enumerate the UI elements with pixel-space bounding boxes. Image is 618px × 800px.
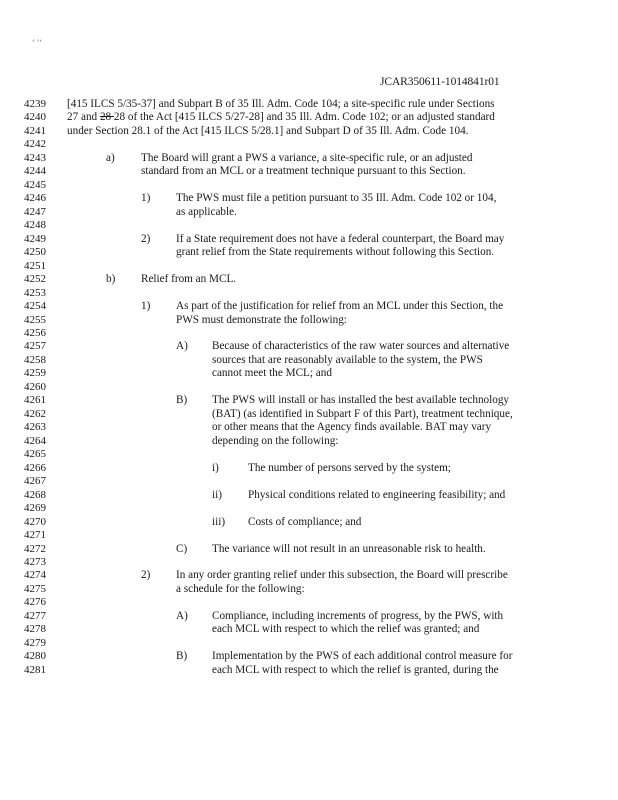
item-label: 2) <box>141 232 151 245</box>
text-line <box>0 381 618 394</box>
line-text: grant relief from the State requirements without following this Section. <box>176 246 495 259</box>
line-number: 4244 <box>24 165 46 178</box>
text-line <box>0 650 618 663</box>
line-number: 4275 <box>24 582 46 595</box>
text-line <box>0 502 618 515</box>
line-number: 4267 <box>24 475 46 488</box>
line-text: In any order granting relief under this subsection, the Board will prescribe <box>176 569 508 582</box>
line-text: or other means that the Agency finds available. BAT may vary <box>212 421 492 434</box>
text-line <box>0 394 618 407</box>
line-number: 4245 <box>24 178 46 191</box>
text-line <box>0 543 618 556</box>
line-number: 4246 <box>24 192 46 205</box>
line-number: 4266 <box>24 461 46 474</box>
line-number: 4264 <box>24 434 46 447</box>
item-label: A) <box>176 340 188 353</box>
text-line <box>0 260 618 273</box>
line-text: each MCL with respect to which the relief is granted, during the <box>212 663 499 676</box>
line-number: 4276 <box>24 596 46 609</box>
text-line <box>0 206 618 219</box>
line-text: Relief from an MCL. <box>141 273 237 286</box>
line-number: 4239 <box>24 98 46 110</box>
line-text: The number of persons served by the system; <box>248 461 451 474</box>
line-number: 4278 <box>24 623 46 636</box>
scan-mark: ‘ ’‘ <box>32 38 42 47</box>
line-number: 4280 <box>24 650 46 663</box>
line-text: (BAT) (as identified in Subpart F of this Part), treatment technique, <box>212 407 513 420</box>
text-line <box>0 516 618 529</box>
line-text: Compliance, including increments of progress, by the PWS, with <box>212 609 504 622</box>
item-label: ii) <box>212 488 222 501</box>
text-line <box>0 637 618 650</box>
text-line <box>0 287 618 300</box>
line-number: 4241 <box>24 124 46 137</box>
line-number: 4257 <box>24 340 46 353</box>
line-text: each MCL with respect to which the relief was granted; and <box>212 623 480 636</box>
struck-text: 28 <box>99 111 114 124</box>
line-number: 4274 <box>24 569 46 582</box>
text-line <box>0 664 618 677</box>
line-text: The PWS will install or has installed the best available technology <box>212 394 510 407</box>
line-text: standard from an MCL or a treatment technique pursuant to this Section. <box>141 165 466 178</box>
line-text: Physical conditions related to engineering feasibility; and <box>248 488 506 501</box>
text-line <box>0 569 618 582</box>
item-label: B) <box>176 650 188 663</box>
line-number: 4260 <box>24 380 46 393</box>
line-number: 4255 <box>24 313 46 326</box>
text-line <box>0 610 618 623</box>
text-line <box>0 300 618 313</box>
text-line <box>0 192 618 205</box>
line-number: 4253 <box>24 286 46 299</box>
line-number: 4261 <box>24 394 46 407</box>
line-number: 4279 <box>24 636 46 649</box>
text-line <box>0 246 618 259</box>
line-number: 4240 <box>24 111 46 124</box>
line-text: Costs of compliance; and <box>248 515 362 528</box>
line-number: 4265 <box>24 448 46 461</box>
text-line <box>0 165 618 178</box>
item-label: a) <box>106 151 115 164</box>
item-label: B) <box>176 394 188 407</box>
text-line <box>0 623 618 636</box>
line-number: 4250 <box>24 246 46 259</box>
text-line <box>0 475 618 488</box>
line-text: If a State requirement does not have a federal counterpart, the Board may <box>176 232 505 245</box>
line-number: 4272 <box>24 542 46 555</box>
text-line <box>0 179 618 192</box>
text-line <box>0 340 618 353</box>
line-number: 4269 <box>24 502 46 515</box>
line-number: 4258 <box>24 353 46 366</box>
item-label: i) <box>212 461 219 474</box>
line-number: 4248 <box>24 219 46 232</box>
line-text: [415 ILCS 5/35-37] and Subpart B of 35 Ill. Adm. Code 104; a site-specific rule under Sections <box>67 98 495 110</box>
line-number: 4242 <box>24 138 46 151</box>
text-line <box>0 462 618 475</box>
text-line <box>0 125 618 138</box>
line-number: 4247 <box>24 205 46 218</box>
text-line <box>0 273 618 286</box>
line-number: 4243 <box>24 151 46 164</box>
line-text: depending on the following: <box>212 434 339 447</box>
text-line <box>0 596 618 609</box>
line-text: as applicable. <box>176 205 237 218</box>
item-label: iii) <box>212 515 226 528</box>
line-text: under Section 28.1 of the Act [415 ILCS 5/28.1] and Subpart D of 35 Ill. Adm. Code 104. <box>67 124 469 137</box>
text-line <box>0 98 618 111</box>
line-number: 4268 <box>24 488 46 501</box>
line-text: Implementation by the PWS of each additional control measure for <box>212 650 513 663</box>
line-number: 4281 <box>24 663 46 676</box>
item-label: 1) <box>141 192 151 205</box>
line-text: a schedule for the following: <box>176 582 305 595</box>
line-text: The PWS must file a petition pursuant to 35 Ill. Adm. Code 102 or 104, <box>176 192 497 205</box>
item-label: A) <box>176 609 188 622</box>
item-label: b) <box>106 273 116 286</box>
line-text: The variance will not result in an unreasonable risk to health. <box>212 542 486 555</box>
line-number: 4262 <box>24 407 46 420</box>
document-id: JCAR350611-1014841r01 <box>380 76 500 88</box>
line-number: 4254 <box>24 300 46 313</box>
text-line <box>0 354 618 367</box>
line-text <box>67 111 495 123</box>
text-line <box>0 367 618 380</box>
text-line <box>0 111 618 124</box>
line-number: 4249 <box>24 232 46 245</box>
line-number: 4263 <box>24 421 46 434</box>
line-text: As part of the justification for relief from an MCL under this Section, the <box>176 300 504 313</box>
text-line <box>0 314 618 327</box>
line-text: The Board will grant a PWS a variance, a site-specific rule, or an adjusted <box>141 151 473 164</box>
line-number: 4251 <box>24 259 46 272</box>
line-number: 4252 <box>24 273 46 286</box>
line-text: Because of characteristics of the raw water sources and alternative <box>212 340 510 353</box>
item-label: 1) <box>141 300 151 313</box>
text-line <box>0 408 618 421</box>
text-line <box>0 529 618 542</box>
line-text-part: 27 and <box>67 111 100 124</box>
line-text-part: 28 of the Act [415 ILCS 5/27-28] and 35 Ill. Adm. Code 102; or an adjusted standard <box>113 111 495 124</box>
line-text: sources that are reasonably available to the system, the PWS <box>212 353 483 366</box>
text-line <box>0 138 618 151</box>
text-line <box>0 489 618 502</box>
line-number: 4270 <box>24 515 46 528</box>
line-number: 4271 <box>24 529 46 542</box>
line-number: 4277 <box>24 609 46 622</box>
line-text: cannot meet the MCL; and <box>212 367 332 380</box>
line-number: 4259 <box>24 367 46 380</box>
text-line <box>0 435 618 448</box>
text-line <box>0 448 618 461</box>
line-text: PWS must demonstrate the following: <box>176 313 347 326</box>
text-line <box>0 219 618 232</box>
text-line <box>0 421 618 434</box>
text-line <box>0 327 618 340</box>
item-label: 2) <box>141 569 151 582</box>
text-line <box>0 556 618 569</box>
line-number: 4256 <box>24 326 46 339</box>
text-line <box>0 152 618 165</box>
line-number: 4273 <box>24 555 46 568</box>
text-line <box>0 233 618 246</box>
text-line <box>0 583 618 596</box>
item-label: C) <box>176 542 188 555</box>
